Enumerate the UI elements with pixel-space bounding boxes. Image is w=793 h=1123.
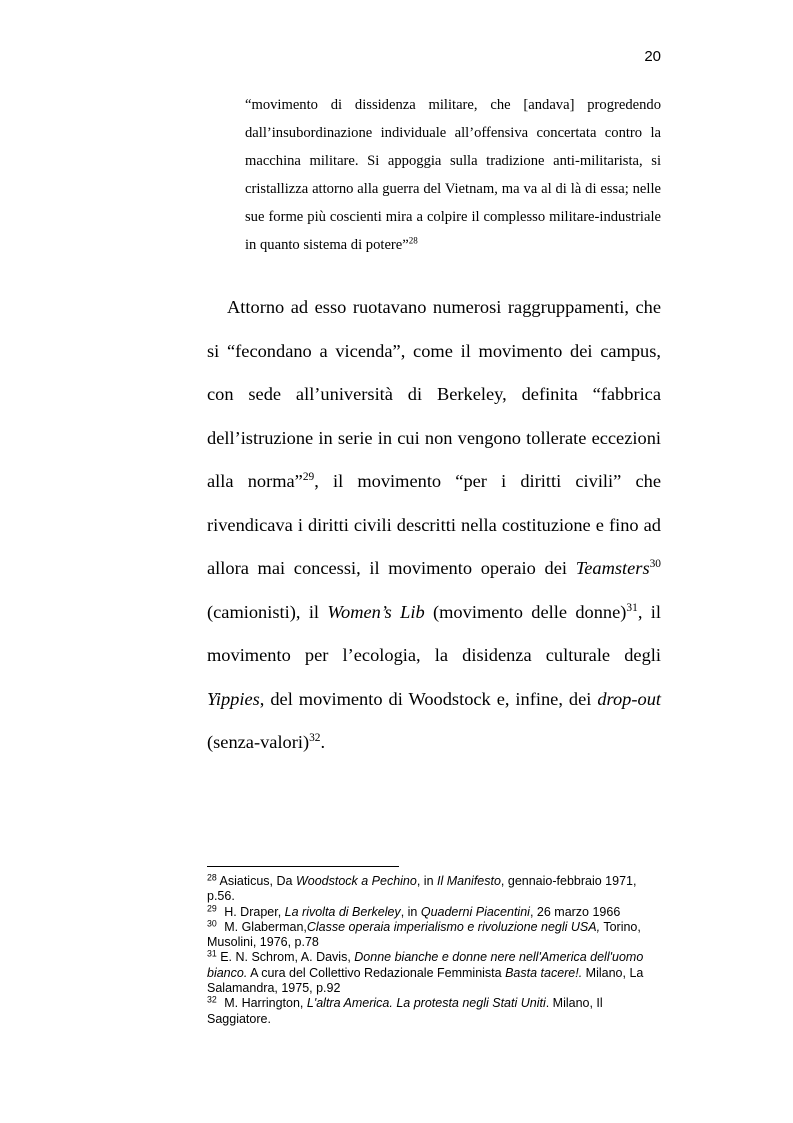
footnote-text: Milano, La Salamandra, 1975, p.92 (207, 965, 644, 996)
footnote-31 (207, 950, 661, 996)
footnote-number: 31 (207, 949, 217, 960)
italic-term-yippies: Yippies (207, 688, 260, 709)
footnote-text: Torino, Musolini, 1976, p.78 (207, 919, 641, 950)
body-text-segment: Attorno ad esso ruotavano numerosi raggruppamenti, che si “fecondano a vicenda”, come il movimento dei campus, con sede all’università di Berkeley, definita “fabbrica dell’istruzione in serie in cui non vengono tollerate eccezioni alla norma” (207, 297, 661, 491)
italic-term-womens-lib: Women’s Lib (327, 601, 425, 622)
footnote-text: . Milano, Il Saggiatore. (207, 996, 603, 1026)
footnote-text: , gennaio-febbraio 1971, p.56. (207, 874, 637, 904)
body-text-segment: (senza-valori) (207, 732, 310, 752)
footnote-title: Il Manifesto (437, 874, 501, 888)
footnotes (207, 874, 661, 1027)
footnote-text: , in (416, 874, 437, 888)
body-text-segment: (movimento delle donne) (424, 601, 627, 622)
footnote-ref-28: 28 (408, 235, 418, 246)
footnote-text: A cura del Collettivo Redazionale Femminista (247, 965, 506, 980)
footnote-title: L'altra America. La protesta negli Stati Uniti (306, 996, 546, 1011)
footnote-text: Asiaticus, Da (216, 874, 296, 888)
footnote-title: Woodstock a Pechino (295, 874, 417, 888)
footnote-number: 29 (207, 903, 217, 914)
body-text-segment: (camionisti), il (207, 601, 328, 622)
footnote-ref-31: 31 (626, 601, 638, 614)
footnote-text: E. N. Schrom, A. Davis, (216, 950, 355, 965)
footnote-30 (207, 920, 661, 951)
footnote-number: 28 (207, 872, 217, 883)
footnote-ref-32: 32 (309, 732, 321, 745)
footnote-ref-30: 30 (649, 558, 661, 571)
footnote-text: M. Glaberman, (220, 919, 307, 934)
italic-term-drop-out: drop-out (597, 688, 661, 709)
footnote-text: M. Harrington, (220, 996, 307, 1011)
body-text-segment: . (320, 732, 326, 752)
body-text-segment: , il movimento per l’ecologia, la disidenza culturale degli (207, 601, 661, 665)
footnote-ref-29: 29 (302, 471, 315, 484)
footnote-text: , in (400, 904, 421, 919)
footnote-separator (207, 866, 399, 867)
footnote-title: Basta tacere!. (505, 965, 583, 980)
quote-text: “movimento di dissidenza militare, che [andava] progredendo dall’insubordinazione individuale all’offensiva concertata contro la macchina militare. Si appoggia sulla tradizione anti-militarista, si cristallizza attorno alla guerra del Vietnam, ma va al di là di essa; nelle sue forme più coscienti mira a colpire il complesso militare-industriale in quanto sistema di potere” (245, 97, 661, 253)
footnote-28 (207, 874, 661, 905)
footnote-title: La rivolta di Berkeley (284, 904, 401, 919)
footnote-number: 32 (207, 995, 217, 1005)
footnote-29 (207, 905, 661, 920)
italic-term-teamsters: Teamsters (575, 558, 650, 578)
footnote-text: , 26 marzo 1966 (529, 904, 621, 919)
footnote-number: 30 (207, 918, 217, 929)
footnote-text: H. Draper, (220, 904, 285, 919)
footnote-title: Quaderni Piacentini (420, 904, 530, 919)
body-paragraph (207, 286, 661, 765)
footnote-title: Donne bianche e donne nere nell'America dell'uomo bianco. (207, 950, 644, 980)
body-text-segment: , il movimento “per i diritti civili” che rivendicava i diritti civili descritti nella costituzione e fino ad allora mai concessi, il movimento operaio dei (207, 471, 661, 578)
block-quote (245, 91, 661, 259)
body-text-segment: , del movimento di Woodstock e, infine, dei (259, 688, 598, 709)
page-number: 20 (644, 48, 661, 65)
footnote-title: Classe operaia imperialismo e rivoluzione negli USA, (306, 919, 601, 934)
footnote-32 (207, 996, 661, 1027)
